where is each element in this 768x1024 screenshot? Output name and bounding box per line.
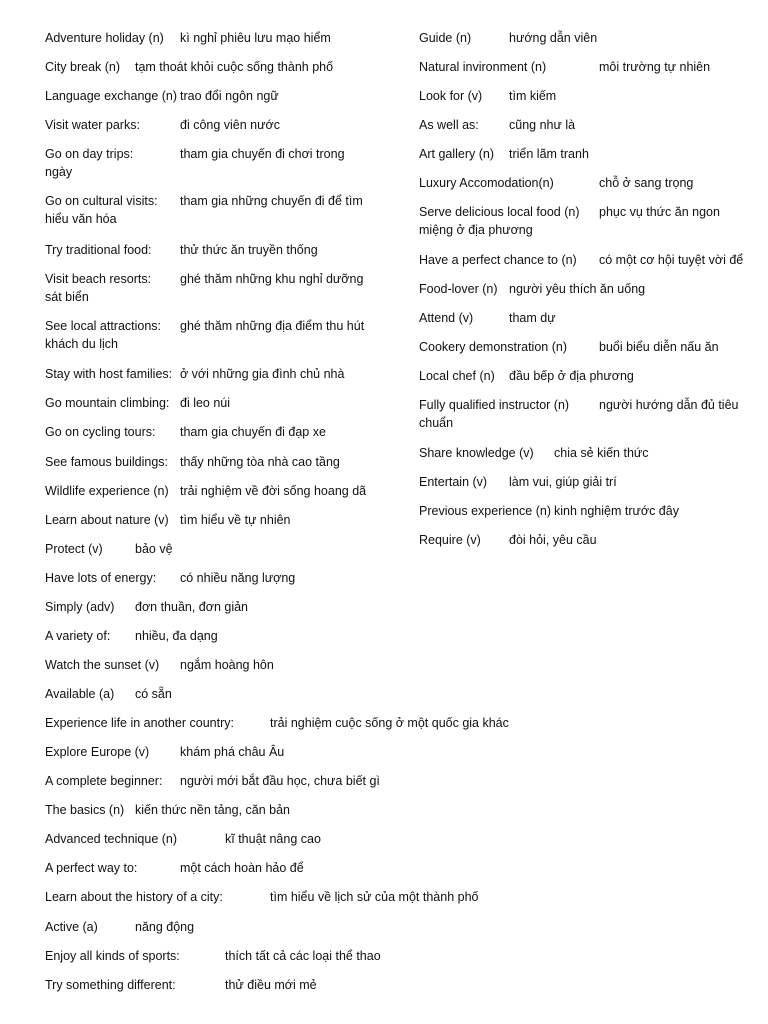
vocab-term: Visit water parks: — [45, 118, 140, 132]
vocab-term: Local chef (n) — [419, 369, 495, 383]
vocab-term: Wildlife experience (n) — [45, 484, 169, 498]
vocab-meaning: có một cơ hội tuyệt vời để — [599, 253, 744, 267]
vocab-meaning: môi trường tự nhiên — [599, 60, 711, 74]
vocab-meaning: tham gia chuyến đi đạp xe — [180, 425, 326, 439]
vocab-meaning: đi công viên nước — [180, 118, 280, 132]
vocab-term: See famous buildings: — [45, 455, 168, 469]
vocab-meaning: làm vui, giúp giải trí — [509, 475, 617, 489]
vocab-meaning: chỗ ở sang trọng — [599, 176, 694, 190]
vocab-meaning: năng động — [135, 920, 195, 934]
vocab-meaning: đầu bếp ở địa phương — [509, 369, 634, 383]
vocab-term: City break (n) — [45, 60, 121, 74]
vocab-term: Language exchange (n) — [45, 89, 178, 103]
vocab-meaning: khám phá châu Âu — [180, 745, 285, 759]
vocab-meaning: có sẵn — [135, 687, 172, 701]
vocab-term: Go on cycling tours: — [45, 425, 156, 439]
vocab-term: Food-lover (n) — [419, 282, 498, 296]
vocab-term: Simply (adv) — [45, 600, 115, 614]
vocab-meaning-continued: ngày — [45, 165, 73, 179]
vocab-term: Previous experience (n) — [419, 504, 552, 518]
vocab-meaning: một cách hoàn hảo để — [180, 861, 304, 875]
vocab-meaning: người mới bắt đầu học, chưa biết gì — [180, 774, 380, 788]
vocab-term: Available (a) — [45, 687, 115, 701]
vocab-term: Guide (n) — [419, 31, 472, 45]
vocab-meaning: tìm hiểu về tự nhiên — [180, 513, 291, 527]
vocab-meaning: trao đổi ngôn ngữ — [180, 89, 279, 103]
vocab-meaning: tìm hiểu về lịch sử của một thành phố — [270, 890, 479, 904]
vocab-term: Attend (v) — [419, 311, 474, 325]
vocab-meaning: đòi hỏi, yêu cầu — [509, 533, 597, 547]
vocab-term: Natural invironment (n) — [419, 60, 547, 74]
vocab-term: Learn about nature (v) — [45, 513, 169, 527]
vocab-meaning: cũng như là — [509, 118, 576, 132]
vocab-term: Luxury Accomodation(n) — [419, 176, 554, 190]
vocab-meaning-continued: sát biển — [45, 290, 89, 304]
vocab-term: Experience life in another country: — [45, 716, 234, 730]
vocab-meaning: có nhiều năng lượng — [180, 571, 296, 585]
vocab-term: A complete beginner: — [45, 774, 163, 788]
vocab-term: Share knowledge (v) — [419, 446, 534, 460]
vocab-meaning: tham gia chuyến đi chơi trong — [180, 147, 345, 161]
vocab-meaning-continued: chuẩn — [419, 416, 454, 430]
vocab-term: A variety of: — [45, 629, 111, 643]
vocab-term: See local attractions: — [45, 319, 162, 333]
vocab-meaning: người yêu thích ăn uống — [509, 282, 646, 296]
vocab-term: Art gallery (n) — [419, 147, 495, 161]
vocab-term: The basics (n) — [45, 803, 125, 817]
vocab-term: Require (v) — [419, 533, 481, 547]
vocab-term: Active (a) — [45, 920, 98, 934]
vocab-term: Enjoy all kinds of sports: — [45, 949, 180, 963]
vocab-meaning: tham gia những chuyến đi để tìm — [180, 194, 363, 208]
vocab-term: Advanced technique (n) — [45, 832, 178, 846]
vocab-meaning: thích tất cả các loại thể thao — [225, 949, 381, 963]
vocab-term: Stay with host families: — [45, 367, 173, 381]
vocab-term: Cookery demonstration (n) — [419, 340, 567, 354]
vocab-term: Fully qualified instructor (n) — [419, 398, 570, 412]
vocab-term: Have lots of energy: — [45, 571, 157, 585]
vocab-meaning: chia sẻ kiến thức — [554, 446, 649, 460]
vocab-meaning: tham dự — [509, 311, 556, 325]
vocab-meaning: triển lãm tranh — [509, 147, 589, 161]
vocab-meaning: hướng dẫn viên — [509, 31, 598, 45]
vocab-meaning: đơn thuần, đơn giản — [135, 600, 249, 614]
vocab-meaning: kì nghỉ phiêu lưu mạo hiểm — [180, 31, 331, 45]
vocab-meaning: đi leo núi — [180, 396, 231, 410]
vocab-meaning-continued: miệng ở địa phương — [419, 223, 533, 237]
vocab-term: Go mountain climbing: — [45, 396, 170, 410]
vocab-meaning: nhiều, đa dạng — [135, 629, 218, 643]
vocab-term: Have a perfect chance to (n) — [419, 253, 577, 267]
vocab-meaning: kinh nghiệm trước đây — [554, 504, 679, 518]
vocab-term: Watch the sunset (v) — [45, 658, 160, 672]
vocab-meaning: người hướng dẫn đủ tiêu — [599, 398, 739, 412]
vocab-term: Adventure holiday (n) — [45, 31, 164, 45]
vocab-meaning: ở với những gia đình chủ nhà — [180, 367, 345, 381]
vocab-meaning: thử điều mới mẻ — [225, 978, 317, 992]
vocab-meaning: buổi biểu diễn nấu ăn — [599, 340, 719, 354]
vocab-term: Learn about the history of a city: — [45, 890, 223, 904]
vocab-meaning: thấy những tòa nhà cao tầng — [180, 455, 340, 469]
vocab-meaning: bảo vệ — [135, 542, 173, 556]
vocab-meaning: kĩ thuật nâng cao — [225, 832, 321, 846]
vocab-meaning-continued: khách du lịch — [45, 337, 118, 351]
vocab-term: Explore Europe (v) — [45, 745, 150, 759]
vocab-term: Serve delicious local food (n) — [419, 205, 580, 219]
vocab-term: Try something different: — [45, 978, 176, 992]
vocab-term: Look for (v) — [419, 89, 483, 103]
vocab-meaning: kiến thức nền tảng, căn bản — [135, 803, 291, 817]
vocab-term: Protect (v) — [45, 542, 103, 556]
vocab-term: As well as: — [419, 118, 479, 132]
vocab-term: Try traditional food: — [45, 243, 152, 257]
vocab-meaning: ngắm hoàng hôn — [180, 658, 274, 672]
vocab-meaning: thử thức ăn truyền thống — [180, 243, 318, 257]
vocab-term: Visit beach resorts: — [45, 272, 152, 286]
vocab-meaning: phục vụ thức ăn ngon — [599, 205, 720, 219]
vocab-meaning: ghé thăm những địa điểm thu hút — [180, 319, 365, 333]
vocab-meaning: trải nghiệm về đời sống hoang dã — [180, 484, 367, 498]
vocab-meaning: tìm kiếm — [509, 89, 557, 103]
vocab-term: A perfect way to: — [45, 861, 138, 875]
vocab-term: Entertain (v) — [419, 475, 488, 489]
vocab-term: Go on cultural visits: — [45, 194, 158, 208]
vocab-meaning-continued: hiểu văn hóa — [45, 212, 117, 226]
vocab-meaning: trải nghiệm cuộc sống ở một quốc gia khác — [270, 716, 509, 730]
vocab-term: Go on day trips: — [45, 147, 134, 161]
vocab-meaning: ghé thăm những khu nghỉ dưỡng — [180, 272, 364, 286]
vocab-meaning: tạm thoát khỏi cuộc sống thành phố — [135, 60, 334, 74]
